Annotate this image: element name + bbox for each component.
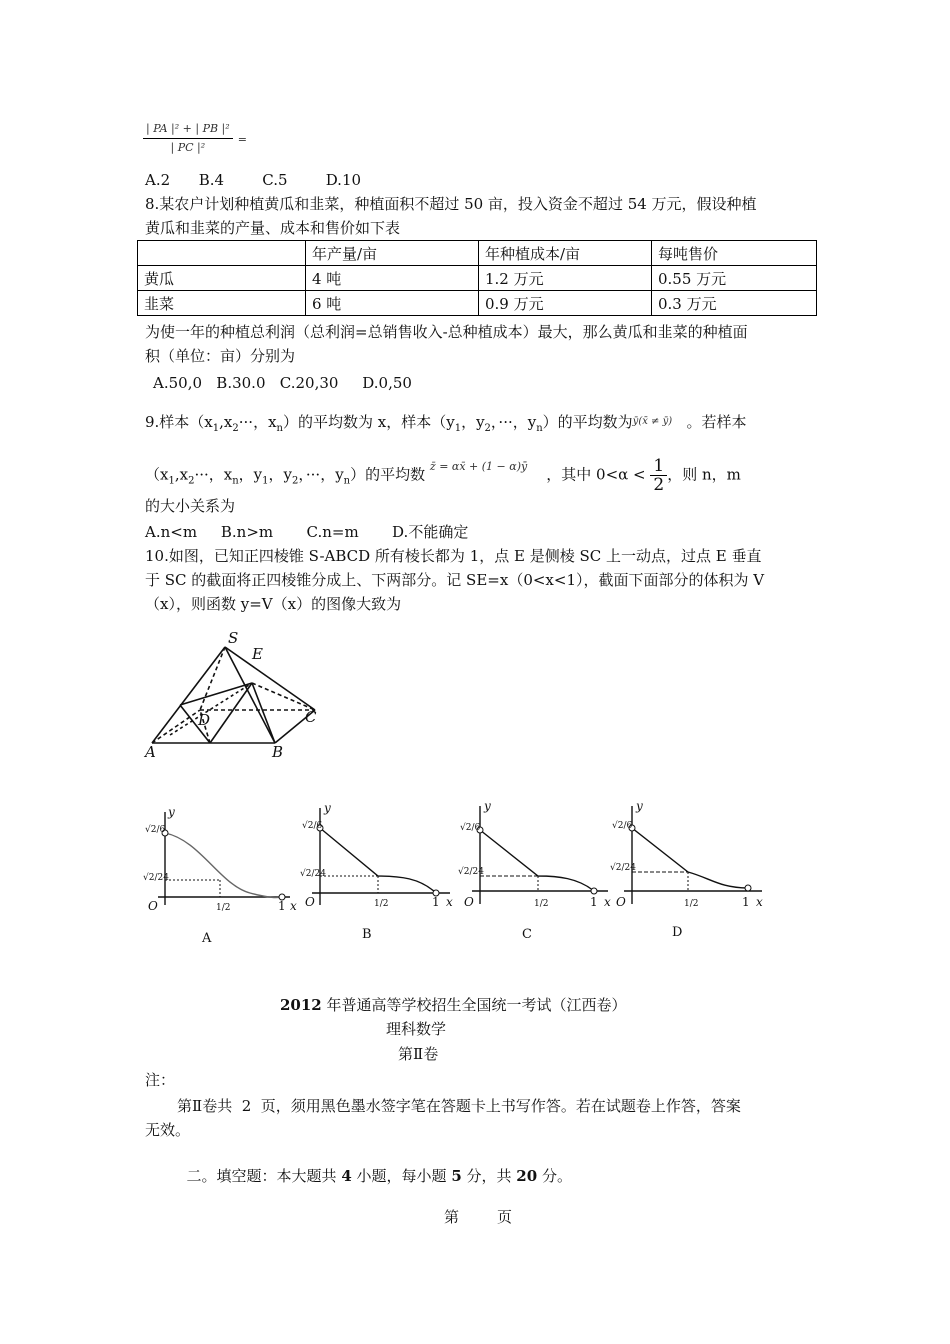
x-tick-mid: 1/2 bbox=[374, 899, 389, 909]
subscript: 2 bbox=[188, 475, 195, 487]
y-tick-mid: √2/24 bbox=[300, 869, 326, 879]
x-tick-one: 1 bbox=[590, 895, 598, 909]
q9-text: ，y bbox=[268, 465, 293, 484]
fill-points-each: 5 bbox=[451, 1167, 462, 1185]
q7-formula-denominator: | PC |² bbox=[170, 141, 206, 154]
subscript: 2 bbox=[292, 475, 299, 487]
q7-formula-numerator: | PA |² + | PB |² bbox=[143, 120, 233, 139]
part2-volume: 第Ⅱ卷 bbox=[398, 1045, 439, 1063]
part2-title bbox=[280, 994, 627, 1015]
q8-after2: 积（单位：亩）分别为 bbox=[145, 347, 296, 365]
table-cell: 0.9 万元 bbox=[479, 291, 652, 316]
table-cell: 0.55 万元 bbox=[652, 266, 817, 291]
y-axis-label: y bbox=[168, 805, 175, 819]
q9-half-fraction bbox=[650, 457, 667, 494]
x-axis-label: x bbox=[290, 899, 297, 913]
fill-text: 小题，每小题 bbox=[351, 1167, 452, 1185]
table-cell: 4 吨 bbox=[306, 266, 479, 291]
graph-label-a: A bbox=[202, 931, 212, 946]
y-tick-top: √2/6 bbox=[612, 821, 633, 831]
origin-label: O bbox=[148, 899, 158, 913]
table-header-cell: 年种植成本/亩 bbox=[479, 241, 652, 266]
origin-label: O bbox=[305, 895, 315, 909]
x-axis-label: x bbox=[756, 895, 763, 909]
q9-mean-y-formula: ȳ(x̄ ≠ ȳ) bbox=[632, 416, 673, 427]
origin-label: O bbox=[616, 895, 626, 909]
q8-table bbox=[137, 240, 817, 316]
q7-options bbox=[145, 170, 361, 190]
subscript: 2 bbox=[484, 423, 491, 434]
q9-text: ···，x bbox=[194, 465, 233, 484]
q9-line1 bbox=[145, 412, 746, 439]
part2-subject: 理科数学 bbox=[386, 1020, 447, 1038]
y-axis-label: y bbox=[636, 799, 643, 813]
part2-note-body1: 第Ⅱ卷共 2 页，须用黑色墨水签字笔在答题卡上书写作答。若在试题卷上作答，答案 bbox=[177, 1097, 741, 1115]
subscript: n bbox=[343, 475, 351, 487]
subscript: n bbox=[536, 423, 543, 434]
q9-text: ···，x bbox=[238, 413, 277, 431]
pyramid-label-e: E bbox=[252, 645, 263, 663]
subscript: n bbox=[276, 423, 283, 434]
graph-label-b: B bbox=[362, 927, 372, 942]
fraction-denominator: 2 bbox=[653, 475, 665, 495]
q7-formula-equals: = bbox=[237, 133, 247, 146]
table-header-cell: 每吨售价 bbox=[652, 241, 817, 266]
y-tick-top: √2/6 bbox=[145, 825, 166, 835]
q9-text: ，则 n，m bbox=[667, 465, 741, 484]
q9-text: 9.样本（x bbox=[145, 413, 213, 431]
table-cell: 1.2 万元 bbox=[479, 266, 652, 291]
table-row bbox=[138, 291, 817, 316]
graph-d bbox=[610, 798, 780, 948]
q9-text: 。若样本 bbox=[686, 413, 747, 431]
fill-text: 二。填空题：本大题共 bbox=[186, 1167, 342, 1185]
q9-text: ，···，y bbox=[490, 413, 537, 431]
y-axis-label: y bbox=[324, 801, 331, 815]
fraction-numerator: 1 bbox=[650, 457, 667, 476]
pyramid-label-d: D bbox=[198, 711, 211, 729]
table-row bbox=[138, 266, 817, 291]
q9-text: ，y bbox=[461, 413, 485, 431]
table-cell: 6 吨 bbox=[306, 291, 479, 316]
title-text: 年普通高等学校招生全国统一考试（江西卷） bbox=[321, 996, 627, 1014]
x-tick-one: 1 bbox=[278, 899, 286, 913]
q10-line3: （x），则函数 y=V（x）的图像大致为 bbox=[145, 595, 402, 613]
table-cell: 韭菜 bbox=[138, 291, 306, 316]
graph-b bbox=[300, 800, 470, 950]
footer-page bbox=[444, 1206, 512, 1227]
q9-options: A.n<m B.n>m C.n=m D.不能确定 bbox=[145, 523, 469, 541]
subscript: 1 bbox=[454, 423, 462, 434]
origin-label: O bbox=[464, 895, 474, 909]
fill-text: 分，共 bbox=[461, 1167, 517, 1185]
y-axis-label: y bbox=[484, 799, 491, 813]
x-axis-label: x bbox=[446, 895, 453, 909]
q8-options: A.50,0 B.30.0 C.20,30 D.0,50 bbox=[153, 374, 412, 392]
q9-text: ，y bbox=[238, 465, 263, 484]
q9-text: ，···，y bbox=[298, 465, 344, 484]
table-cell: 0.3 万元 bbox=[652, 291, 817, 316]
part2-fill-heading bbox=[177, 1146, 572, 1186]
y-tick-mid: √2/24 bbox=[610, 863, 636, 873]
q9-line2 bbox=[145, 457, 741, 494]
q8-after1: 为使一年的种植总利润（总利润=总销售收入-总种植成本）最大，那么黄瓜和韭菜的种植面 bbox=[145, 323, 748, 341]
y-tick-mid: √2/24 bbox=[143, 873, 169, 883]
x-tick-one: 1 bbox=[432, 895, 440, 909]
footer-text: 页 bbox=[497, 1208, 513, 1226]
q9-mean-z-formula: z̄ = αx̄ + (1 − α)ȳ bbox=[429, 460, 528, 473]
pyramid-label-a: A bbox=[145, 743, 156, 761]
pyramid-figure bbox=[140, 625, 340, 765]
x-tick-one: 1 bbox=[742, 895, 750, 909]
q9-text: ）的平均数为 bbox=[542, 413, 633, 431]
fill-count: 4 bbox=[341, 1167, 352, 1185]
subscript: 1 bbox=[212, 423, 220, 434]
q10-line2: 于 SC 的截面将正四棱锥分成上、下两部分。记 SE=x（0<x<1），截面下面部分的体积为 V bbox=[145, 571, 765, 589]
table-cell: 黄瓜 bbox=[138, 266, 306, 291]
part2-note-label: 注： bbox=[145, 1071, 176, 1089]
graph-label-c: C bbox=[522, 927, 532, 942]
graph-label-d: D bbox=[672, 925, 683, 940]
q8-line2: 黄瓜和韭菜的产量、成本和售价如下表 bbox=[145, 219, 401, 237]
y-tick-top: √2/6 bbox=[460, 823, 481, 833]
q7-option-a: A.2 bbox=[145, 171, 171, 189]
x-tick-mid: 1/2 bbox=[684, 899, 699, 909]
q9-text: ，其中 0<α < bbox=[546, 465, 646, 484]
q9-line3: 的大小关系为 bbox=[145, 497, 236, 515]
q7-option-b: B.4 bbox=[198, 171, 225, 189]
y-tick-mid: √2/24 bbox=[458, 867, 484, 877]
q9-text: ）的平均数 bbox=[350, 465, 426, 484]
subscript: n bbox=[232, 475, 239, 487]
subscript: 1 bbox=[262, 475, 269, 487]
table-header-cell: 年产量/亩 bbox=[306, 241, 479, 266]
fill-points-total: 20 bbox=[516, 1167, 538, 1185]
pyramid-label-c: C bbox=[305, 708, 317, 726]
graph-a bbox=[140, 800, 310, 950]
graph-c bbox=[458, 798, 628, 948]
q10-line1: 10.如图，已知正四棱锥 S-ABCD 所有棱长都为 1，点 E 是侧棱 SC 上一动点，过点 E 垂直 bbox=[145, 547, 762, 565]
y-tick-top: √2/6 bbox=[302, 821, 323, 831]
subscript: 1 bbox=[168, 475, 175, 487]
q9-text: ,x bbox=[219, 413, 233, 431]
q9-text: ,x bbox=[174, 465, 189, 484]
pyramid-label-b: B bbox=[272, 743, 284, 761]
subscript: 2 bbox=[232, 423, 239, 434]
fill-text: 分。 bbox=[537, 1167, 572, 1185]
q9-text: （x bbox=[145, 465, 169, 484]
x-axis-label: x bbox=[604, 895, 611, 909]
q7-option-c: C.5 bbox=[262, 171, 288, 189]
table-header-row bbox=[138, 241, 817, 266]
table-header-cell bbox=[138, 241, 306, 266]
q7-formula bbox=[143, 120, 247, 157]
part2-note-body2: 无效。 bbox=[145, 1121, 191, 1139]
pyramid-label-s: S bbox=[228, 629, 239, 647]
x-tick-mid: 1/2 bbox=[216, 903, 231, 913]
q9-text: ）的平均数为 x，样本（y bbox=[282, 413, 455, 431]
x-tick-mid: 1/2 bbox=[534, 899, 549, 909]
q8-line1: 8.某农户计划种植黄瓜和韭菜，种植面积不超过 50 亩，投入资金不超过 54 万元，假设种植 bbox=[145, 195, 757, 213]
footer-text: 第 bbox=[444, 1208, 460, 1226]
title-year: 2012 bbox=[280, 996, 322, 1014]
q7-option-d: D.10 bbox=[325, 171, 362, 189]
